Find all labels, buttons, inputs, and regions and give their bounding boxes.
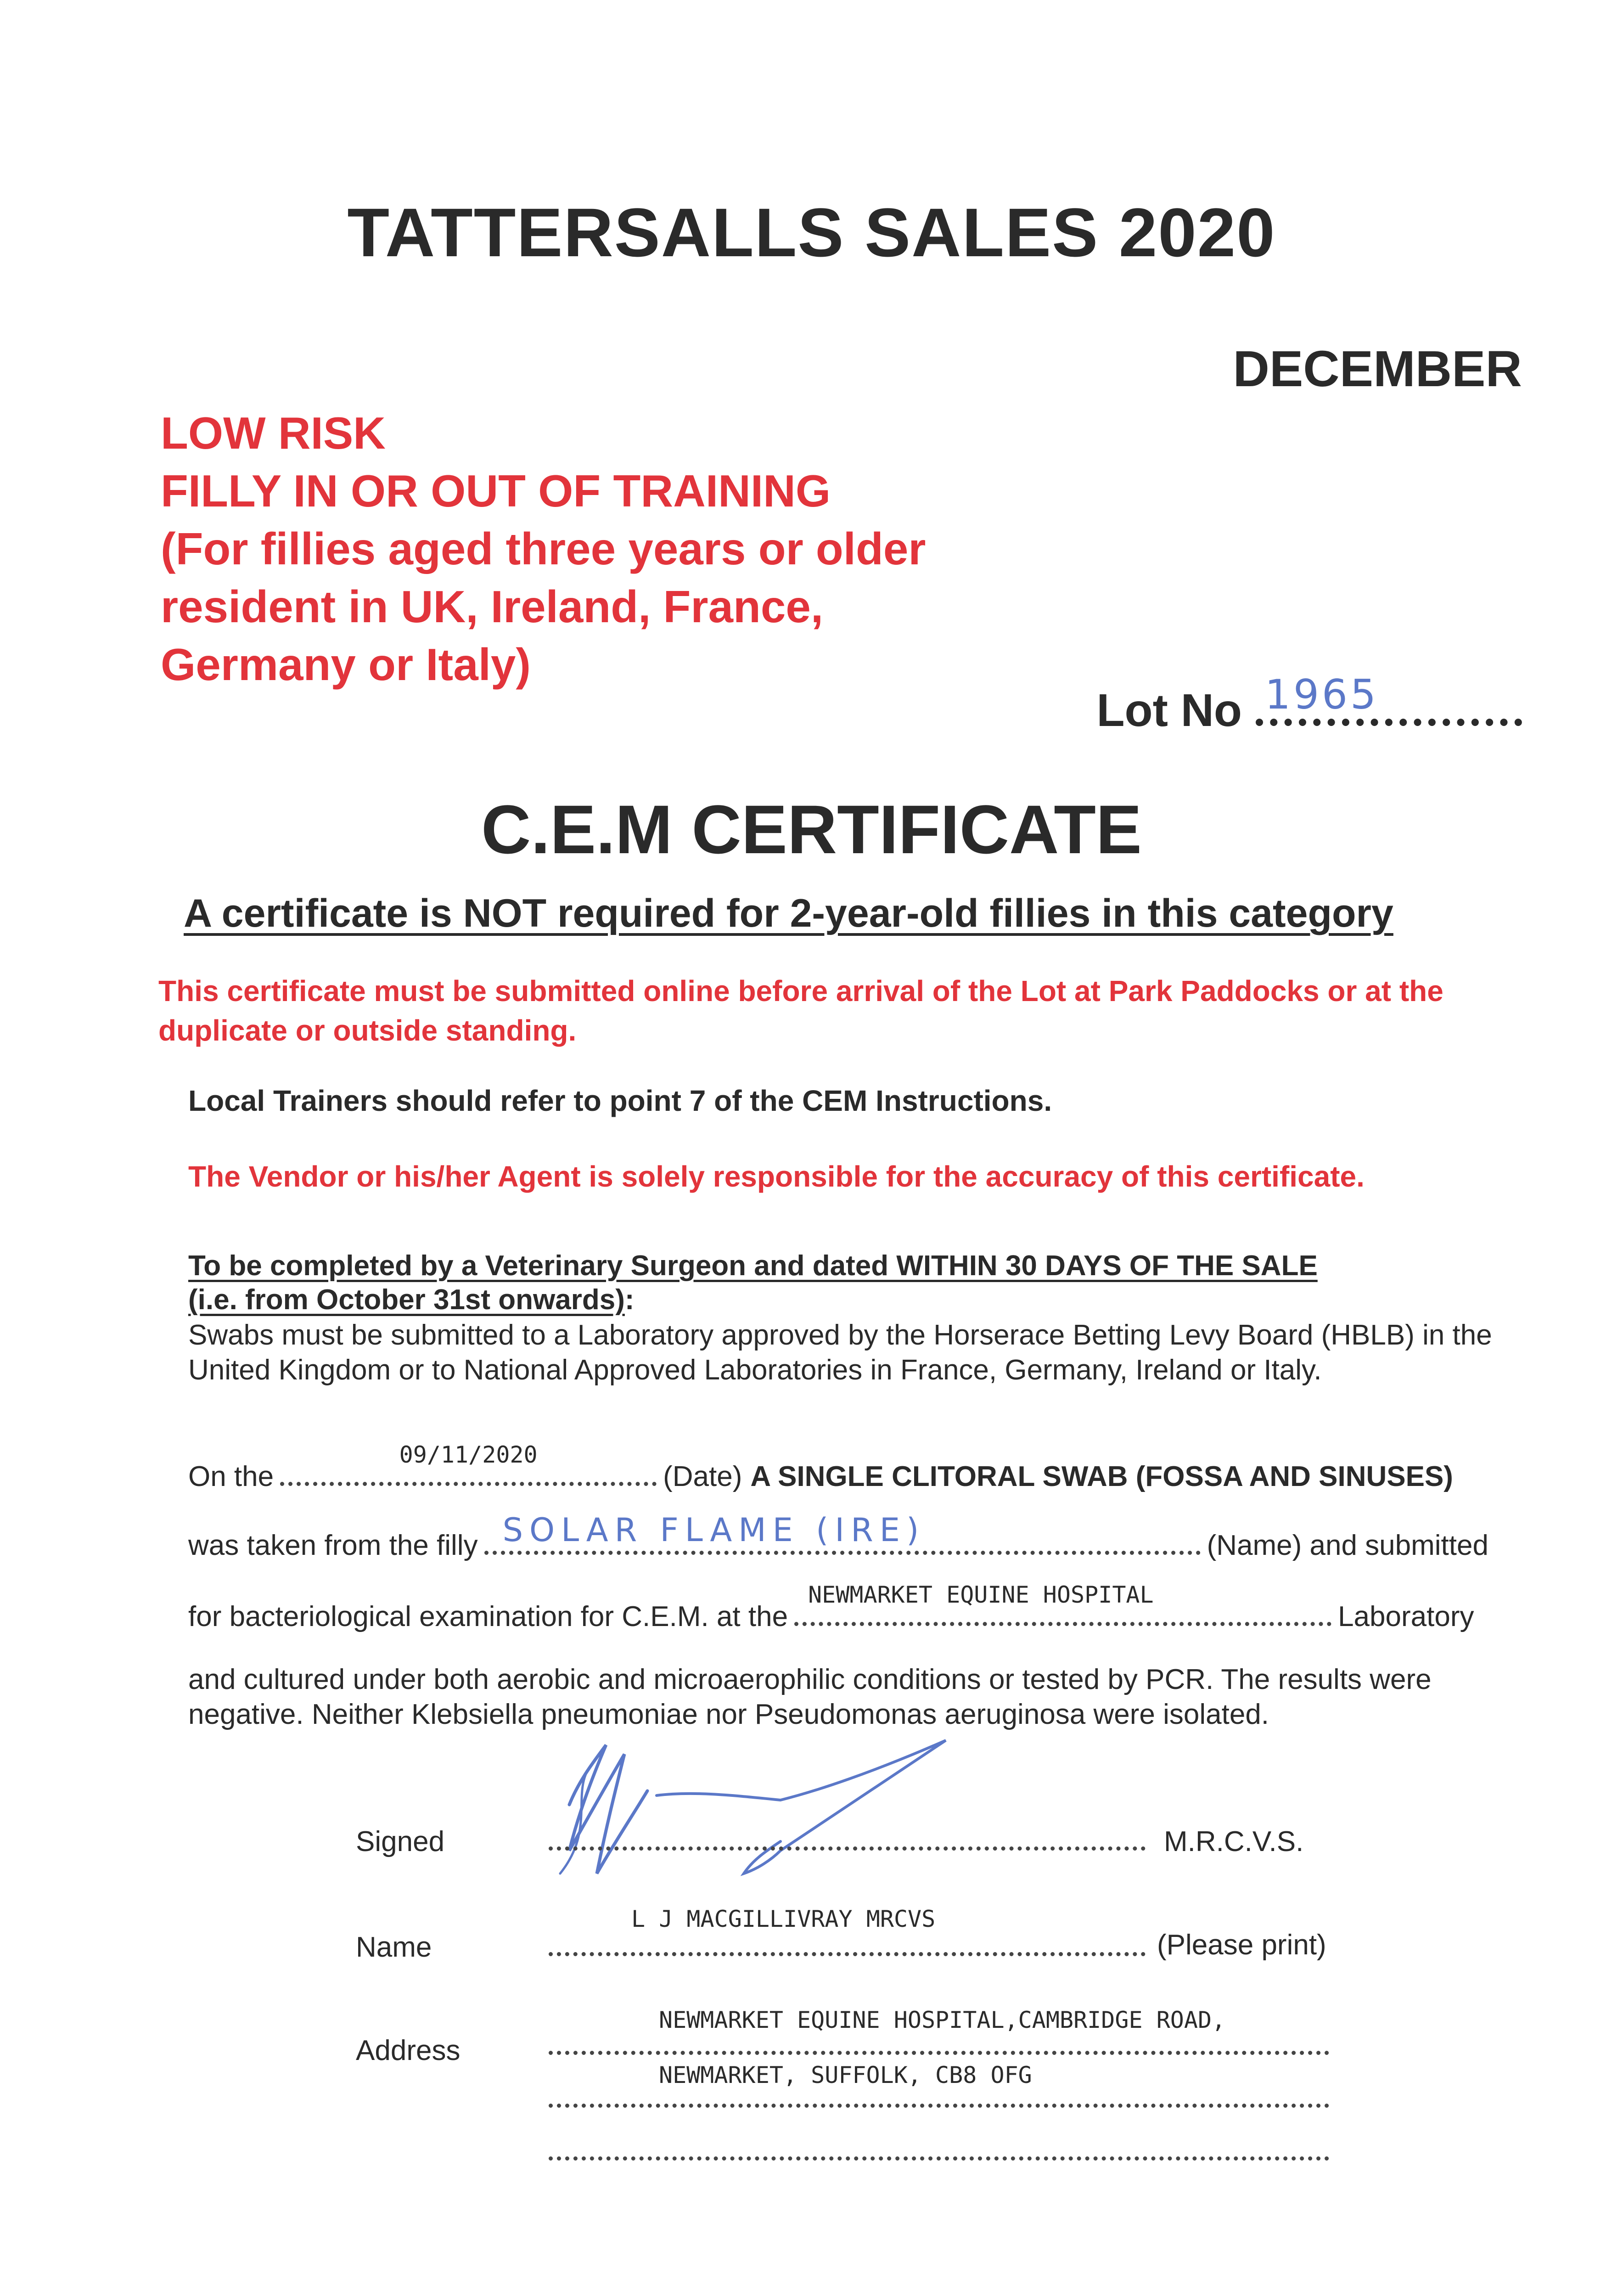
laboratory-row xyxy=(188,1581,1474,1633)
date-value: 09/11/2020 xyxy=(399,1441,538,1468)
risk-line: resident in UK, Ireland, France, xyxy=(161,581,824,632)
document-title: TATTERSALLS SALES 2020 xyxy=(347,194,1276,271)
lot-field[interactable] xyxy=(1256,671,1522,726)
date-field[interactable] xyxy=(280,1441,657,1486)
name-label: Name xyxy=(356,1931,432,1963)
laboratory-label: Laboratory xyxy=(1338,1601,1474,1632)
lot-value: 1965 xyxy=(1265,671,1379,718)
signature-field[interactable] xyxy=(549,1846,1146,1851)
instructions-heading xyxy=(188,1249,1318,1317)
sale-month: DECEMBER xyxy=(1233,341,1522,397)
online-submission-notice: This certificate must be submitted online before arrival of the Lot at Park Paddocks or at the duplicate or outside standing. xyxy=(158,974,1443,1047)
instructions-colon: : xyxy=(624,1284,635,1316)
address-line2-value: NEWMARKET, SUFFOLK, CB8 OFG xyxy=(659,2062,1032,2088)
not-required-notice: A certificate is NOT required for 2-year-old fillies in this category xyxy=(184,891,1393,935)
address-line1-value: NEWMARKET EQUINE HOSPITAL,CAMBRIDGE ROAD, xyxy=(659,2007,1226,2033)
mrcvs-label: M.R.C.V.S. xyxy=(1164,1826,1304,1857)
address-label: Address xyxy=(356,2035,461,2066)
date-label: (Date) xyxy=(663,1461,742,1492)
vendor-responsibility-notice: The Vendor or his/her Agent is solely responsible for the accuracy of this certificate. xyxy=(188,1160,1365,1193)
address-line1-field[interactable] xyxy=(549,2050,1329,2055)
on-the-label: On the xyxy=(188,1461,274,1492)
laboratory-field[interactable] xyxy=(794,1581,1331,1626)
please-print-label: (Please print) xyxy=(1157,1929,1326,1961)
date-row xyxy=(188,1441,1453,1493)
certificate-title: C.E.M CERTIFICATE xyxy=(481,791,1142,868)
swab-type: A SINGLE CLITORAL SWAB (FOSSA AND SINUSES) xyxy=(750,1461,1453,1492)
filly-name-field[interactable] xyxy=(484,1511,1201,1555)
lot-label: Lot No xyxy=(1096,685,1242,736)
address-line3-field[interactable] xyxy=(549,2156,1329,2161)
risk-line: Germany or Italy) xyxy=(161,639,531,690)
results-statement: and cultured under both aerobic and microaerophilic conditions or tested by PCR. The results were negative. Neither Klebsiella pneumoniae nor Pseudomonas aeruginosa were isolated. xyxy=(188,1664,1432,1730)
lot-number xyxy=(1096,671,1522,737)
signature-icon xyxy=(542,1736,964,1883)
filly-row xyxy=(188,1511,1488,1562)
instructions-heading-line1: To be completed by a Veterinary Surgeon and dated WITHIN 30 DAYS OF THE SALE xyxy=(188,1250,1318,1282)
vet-name-value: L J MACGILLIVRAY MRCVS xyxy=(631,1906,936,1932)
risk-category xyxy=(161,404,1079,693)
swab-instructions: Swabs must be submitted to a Laboratory approved by the Horserace Betting Levy Board (HBLB) in the United Kingdom or to National Approved Laboratories in France, Germany, Ireland or Italy. xyxy=(188,1319,1492,1386)
risk-line: FILLY IN OR OUT OF TRAINING xyxy=(161,466,831,516)
name-submitted-label: (Name) and submitted xyxy=(1207,1530,1488,1561)
examination-label: for bacteriological examination for C.E.M. at the xyxy=(188,1601,788,1632)
laboratory-value: NEWMARKET EQUINE HOSPITAL xyxy=(808,1581,1154,1608)
risk-line: (For fillies aged three years or older xyxy=(161,523,926,574)
address-line2-field[interactable] xyxy=(549,2103,1329,2108)
local-trainers-notice: Local Trainers should refer to point 7 of the CEM Instructions. xyxy=(188,1084,1052,1117)
taken-from-label: was taken from the filly xyxy=(188,1530,478,1561)
instructions-heading-line2: (i.e. from October 31st onwards) xyxy=(188,1284,625,1316)
risk-line: LOW RISK xyxy=(161,408,386,458)
signed-label: Signed xyxy=(356,1826,445,1857)
vet-name-field[interactable] xyxy=(549,1952,1146,1956)
filly-name-value: SOLAR FLAME (IRE) xyxy=(502,1511,926,1549)
